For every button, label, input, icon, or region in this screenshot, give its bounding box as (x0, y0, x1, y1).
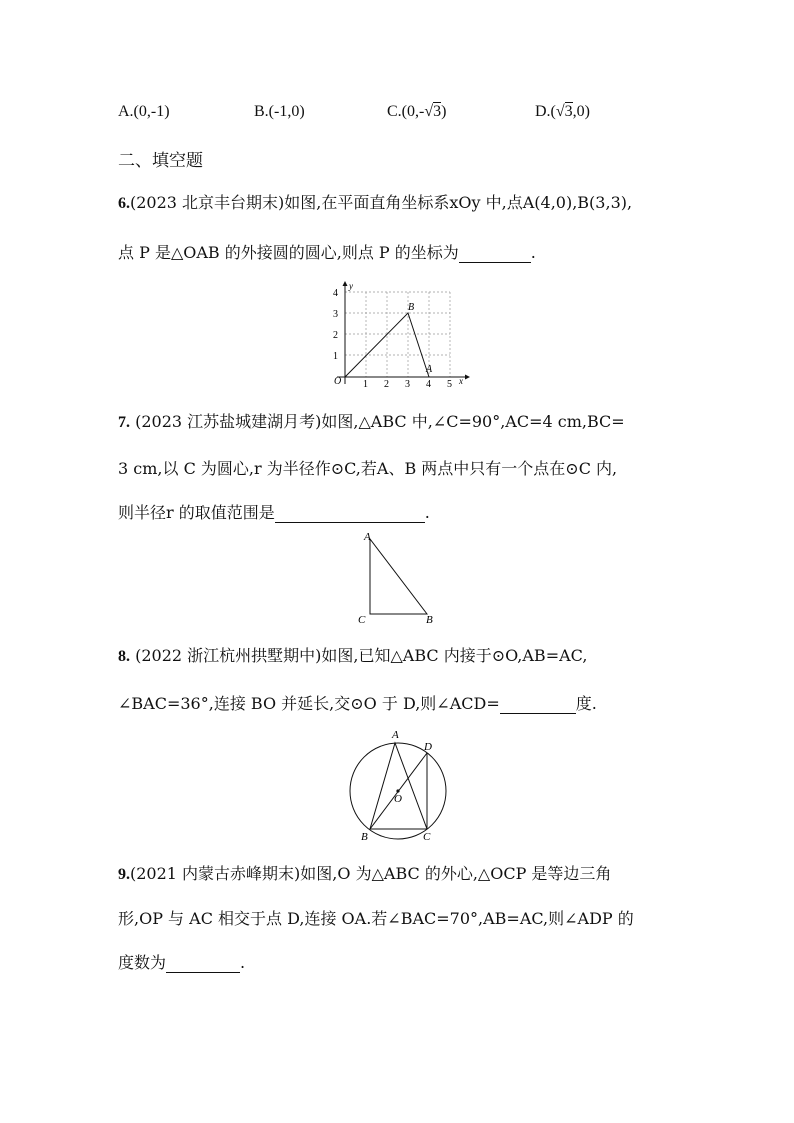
q9-answer-blank[interactable] (166, 954, 240, 973)
q8-point-d-label: D (424, 741, 432, 753)
q8-figure (340, 723, 460, 843)
q7-line1 (118, 409, 625, 432)
q8-number: 8. (118, 648, 130, 665)
option-a: A.(0,-1) (118, 103, 170, 120)
q6-text1: (2023 北京丰台期末)如图,在平面直角坐标系xOy 中,点A(4,0),B(3,3), (130, 193, 633, 212)
q6-x-tick: 4 (426, 379, 431, 390)
q7-text3: 则半径r 的取值范围是 (118, 503, 275, 522)
sqrt-sign: √ (424, 103, 434, 120)
q6-x-axis-label: x (459, 376, 463, 386)
q9-number: 9. (118, 866, 130, 883)
q7-line2: 3 cm,以 C 为圆心,r 为半径作⊙C,若A、B 两点中只有一个点在⊙C 内, (118, 459, 618, 478)
q6-y-tick: 4 (333, 288, 338, 299)
q8-text1: (2022 浙江杭州拱墅期中)如图,已知△ABC 内接于⊙O,AB=AC, (130, 646, 588, 665)
sqrt-sign: √ (555, 103, 565, 120)
q6-origin-label: O (334, 376, 342, 387)
q9-line3 (118, 950, 245, 973)
q8-point-b-label: B (361, 831, 368, 843)
q6-point-b-label: B (408, 302, 415, 313)
q6-number: 6. (118, 195, 130, 212)
q7-text1: (2023 江苏盐城建湖月考)如图,△ABC 中,∠C=90°,AC=4 cm,BC= (130, 412, 625, 431)
q7-line3 (118, 500, 430, 523)
q8-line2 (118, 691, 597, 714)
q7-answer-blank[interactable] (275, 504, 425, 523)
q6-y-tick: 2 (333, 330, 338, 341)
q6-x-tick: 1 (363, 379, 368, 390)
q8-line1 (118, 643, 587, 666)
q8-point-a-label: A (392, 729, 399, 741)
q9-text3-end: . (240, 953, 246, 972)
q7-point-c-label: C (358, 614, 366, 626)
q7-text3-end: . (424, 503, 430, 522)
option-c-radicand: 3 (433, 103, 442, 120)
section-title: 二、填空题 (118, 151, 203, 171)
q6-y-tick: 3 (333, 309, 338, 320)
q8-answer-blank[interactable] (500, 695, 576, 714)
q9-text3: 度数为 (118, 953, 167, 972)
q7-number: 7. (118, 414, 130, 431)
option-d-radicand: 3 (564, 103, 573, 120)
q7-figure (355, 528, 445, 628)
q7-point-a-label: A (364, 531, 371, 543)
q8-point-o-label: O (394, 793, 402, 805)
q8-text2-end: 度. (575, 694, 597, 713)
q9-text1: (2021 内蒙古赤峰期末)如图,O 为△ABC 的外心,△OCP 是等边三角 (130, 864, 612, 883)
option-b: B.(-1,0) (254, 103, 305, 120)
q6-line1 (118, 190, 632, 213)
option-d-prefix: D.( (535, 103, 556, 120)
q6-y-tick: 1 (333, 351, 338, 362)
option-c-suffix: ) (441, 103, 447, 120)
q7-point-b-label: B (426, 614, 433, 626)
q6-text2-end: . (530, 243, 536, 262)
q6-line2 (118, 240, 536, 263)
option-d (535, 103, 590, 121)
q6-text2: 点 P 是△OAB 的外接圆的圆心,则点 P 的坐标为 (118, 243, 459, 262)
q6-y-axis-label: y (349, 281, 353, 291)
option-c (387, 103, 446, 121)
q9-line2: 形,OP 与 AC 相交于点 D,连接 OA.若∠BAC=70°,AB=AC,则∠ADP 的 (118, 909, 634, 928)
q9-line1 (118, 861, 611, 884)
q6-point-a-label: A (426, 364, 433, 375)
q6-x-tick: 3 (405, 379, 410, 390)
q6-answer-blank[interactable] (459, 244, 531, 263)
q8-text2: ∠BAC=36°,连接 BO 并延长,交⊙O 于 D,则∠ACD= (118, 694, 500, 713)
q6-x-tick: 2 (384, 379, 389, 390)
option-d-suffix: ,0) (572, 103, 590, 120)
q8-point-c-label: C (423, 831, 431, 843)
q6-figure (325, 280, 475, 392)
q6-x-tick: 5 (447, 379, 452, 390)
option-c-prefix: C.(0,- (387, 103, 425, 120)
